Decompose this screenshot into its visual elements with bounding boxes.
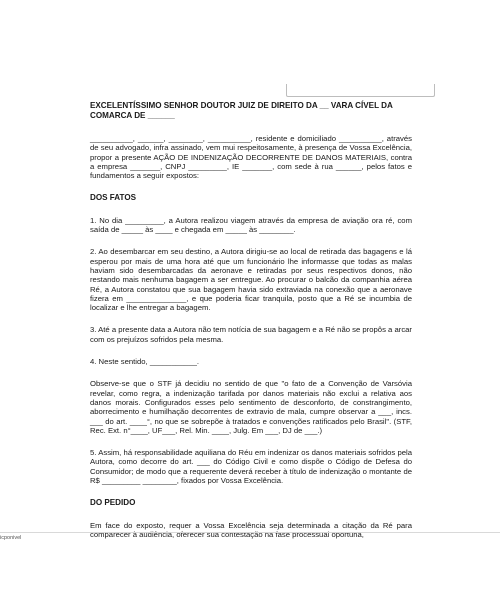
paragraph-4: 4. Neste sentido, ___________. [90, 357, 199, 367]
header-tab [286, 84, 435, 97]
document-page [90, 101, 412, 552]
paragraph-5: 5. Assim, há responsabilidade aquiliana do Réu em indenizar os danos materiais sofridos pela Autora, como decorre do art. ___ do Código Civil e como dispõe o Código de Defesa do Consumidor; de modo que a requerente deverá receber à título de indenização o montante de R$ _________ ________, fixados por Vossa Excelência. [90, 448, 412, 486]
document-title: EXCELENTÍSSIMO SENHOR DOUTOR JUIZ DE DIREITO DA __ VARA CÍVEL DA COMARCA DE ______ [90, 101, 393, 120]
paragraph-2: 2. Ao desembarcar em seu destino, a Autora dirigiu-se ao local de retirada das bagagens e lá esperou por mais de uma hora até que um funcionário lhe informasse que todas as malas haviam sido desembarcadas da aeronave e retiradas por seus respectivos donos, não restando mais nenhuma bagagem a ser entregue. Ao procurar o balcão da companhia aérea Ré, a Autora constatou que sua bagagem havia sido extraviada na conexão que a aeronave fizera em ______________, e que poderia ficar tranquila, posto que a Ré se incumbia de localizar e lhe entregar a bagagem. [90, 247, 412, 313]
section-heading-request: DO PEDIDO [90, 498, 136, 508]
section-heading-facts: DOS FATOS [90, 193, 137, 203]
intro-paragraph: __________, ______, ________, __________, residente e domiciliado __________, através de seu advogado, infra assinado, vem mui respeitosamente, à presença de Vossa Excelência, propor a presente AÇÃO DE INDENIZAÇÃO DECORRENTE DE DANOS MATERIAIS, contra a empresa _______, CNPJ _________, IE _______, com sede à rua ______, pelos fatos e fundamentos a seguir expostos: [90, 134, 412, 181]
paragraph-1: 1. No dia _________, a Autora realizou viagem através da empresa de aviação ora ré, com saída de _____ às ____ e chegada em _____ às ________. [90, 215, 412, 235]
footer-divider [0, 532, 500, 533]
paragraph-request: Em face do exposto, requer a Vossa Excelência seja determinada a citação da Ré para comparecer à audiência, oferecer sua contestação na fase processual oportuna, [90, 520, 412, 539]
footer-text: icponivel [0, 535, 22, 541]
paragraph-stf: Observe-se que o STF já decidiu no sentido de que "o fato de a Convenção de Varsóvia revelar, como regra, a indenização tarifada por danos materiais não exclui a relativa aos danos morais. Configurados esses pelo sentimento de desconforto, de constrangimento, aborrecimento e humilhação decorrentes de extravio de mala, cumpre observar a ___, incs. ___ do art. ____°, no que se sobrepõe à tratados e convenções ratificados pelo Brasil". (STF, Rec. Ext. n°____, UF___, Rel. Min. ____, Julg. Em ___, DJ de ___.) [90, 379, 412, 435]
paragraph-3: 3. Até a presente data a Autora não tem notícia de sua bagagem e a Ré não se propôs a arcar com os prejuízos sofridos pela mesma. [90, 325, 412, 344]
